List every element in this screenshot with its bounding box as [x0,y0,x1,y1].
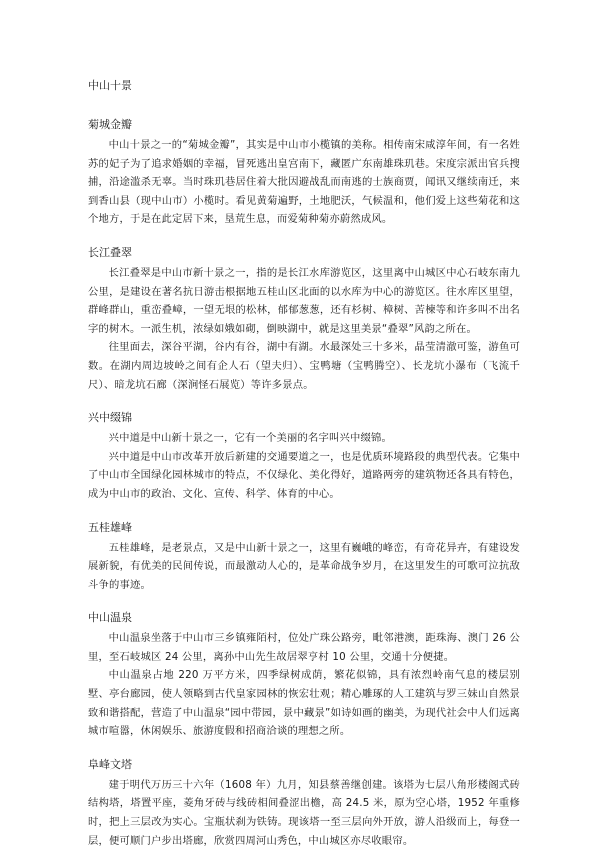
document-title: 中山十景 [88,79,132,92]
section-heading: 中山温泉 [88,611,132,625]
section-heading: 兴中缀锦 [88,411,132,425]
section-paragraph: 中山十景之一的“菊城金瓣”，其实是中山市小榄镇的美称。相传南宋咸淳年间，有一名姓苏的妃子为了追求婚姻的幸福，冒死逃出皇宫南下，藏匿广东南雄珠玑巷。宋度宗派出官兵搜捕，沿途滥杀无辜。当时珠玑巷居住着大批因避战乱而南逃的士族商贾，闻讯又继续南迁，来到香山县（现中山市）小榄时。看见黄菊遍野，土地肥沃，气候温和，他们爱上这些菊花和这个地方，于是在此定居下来，垦荒生息，而爱菊种菊亦蔚然成风。 [88,139,520,226]
section-heading: 长江叠翠 [88,245,132,259]
section-paragraph: 兴中道是中山新十景之一，它有一个美丽的名字叫兴中缀锦。 [108,432,393,445]
section-fufeng-wenta [88,758,520,850]
section-xingzhong-zhuijin [88,411,520,503]
section-wugui-xiongfeng [88,521,520,595]
section-jucheng-jinban [88,118,520,229]
section-heading: 阜峰文塔 [88,757,132,771]
section-zhongshan-wenquan [88,611,520,741]
section-paragraph: 中山温泉坐落于中山市三乡镇雍陌村，位处广珠公路旁，毗邻港澳，距珠海、澳门 26 公里，至石岐城区 24 公里，离孙中山先生故居翠亨村 10 公里，交通十分便捷。 [88,632,520,663]
section-changjiang-diecui [88,246,520,394]
section-heading: 菊城金瓣 [88,118,132,131]
section-paragraph: 中山温泉占地 220 万平方米，四季绿树成荫，繁花似锦，具有浓烈岭南气息的楼层别墅、亭台廊园，使人领略到古代皇家园林的恢宏壮观；精心雕琢的人工建筑与罗三妹山自然景致和谐搭配，营造了中山温泉“园中带园，景中藏景”如诗如画的幽美，为现代社会中人们远离城市喧嚣，休闲娱乐、旅游度假和招商洽谈的理想之所。 [88,669,520,738]
section-paragraph: 兴中道是中山市改革开放后新建的交通要道之一，也是优质环境路段的典型代表。它集中了中山市全国绿化园林城市的特点，不仅绿化、美化得好，道路两旁的建筑物还各具有特色，成为中山市的政治、文化、宣传、科学、体育的中心。 [88,450,520,500]
section-paragraph: 长江叠翠是中山市新十景之一，指的是长江水库游览区，这里离中山城区中心石岐东南九公里，是建设在著名抗日游击根据地五桂山区北面的以水库为中心的游览区。往水库区里望，群峰群山，重峦叠嶂，一望无垠的松林，郁郁葱葱，还有杉树、樟树、苦楝等和许多叫不出名字的树木。一派生机，浓绿如娥如砌，倒映湖中，就是这里美景“叠翠”风韵之所在。 [88,266,520,335]
section-paragraph: 五桂雄峰，是老景点，又是中山新十景之一，这里有巍峨的峰峦，有奇花异卉，有建设发展新貌，有优美的民间传说，而最激动人心的，是革命战争岁月，在这里发生的可歌可泣抗敌斗争的事迹。 [88,541,520,591]
section-heading: 五桂雄峰 [88,520,132,534]
section-paragraph: 建于明代万历三十六年（1608 年）九月，知县蔡善继创建。该塔为七层八角形楼阁式砖结构塔，塔置平座，菱角牙砖与线砖相间叠涩出檐，高 24.5 米，原为空心塔，1952 年重修时，把上三层改为实心。宝瓶状刹为铁铸。现该塔一至三层向外开放，游人沿级而上，每登一层，便可顺门户步出塔廊，欣赏四周河山秀色，中山城区亦尽收眼帘。 [88,778,520,847]
section-paragraph: 往里面去，深谷平湖，谷内有谷，湖中有湖。水最深处三十多米，晶莹清澈可鉴，游鱼可数。在湖内周边坡岭之间有企人石（望夫归）、宝鸭塘（宝鸭腾空）、长龙坑小瀑布（飞流千尺）、暗龙坑石廊（深涧怪石展览）等许多景点。 [88,341,520,391]
document-page [88,79,520,867]
